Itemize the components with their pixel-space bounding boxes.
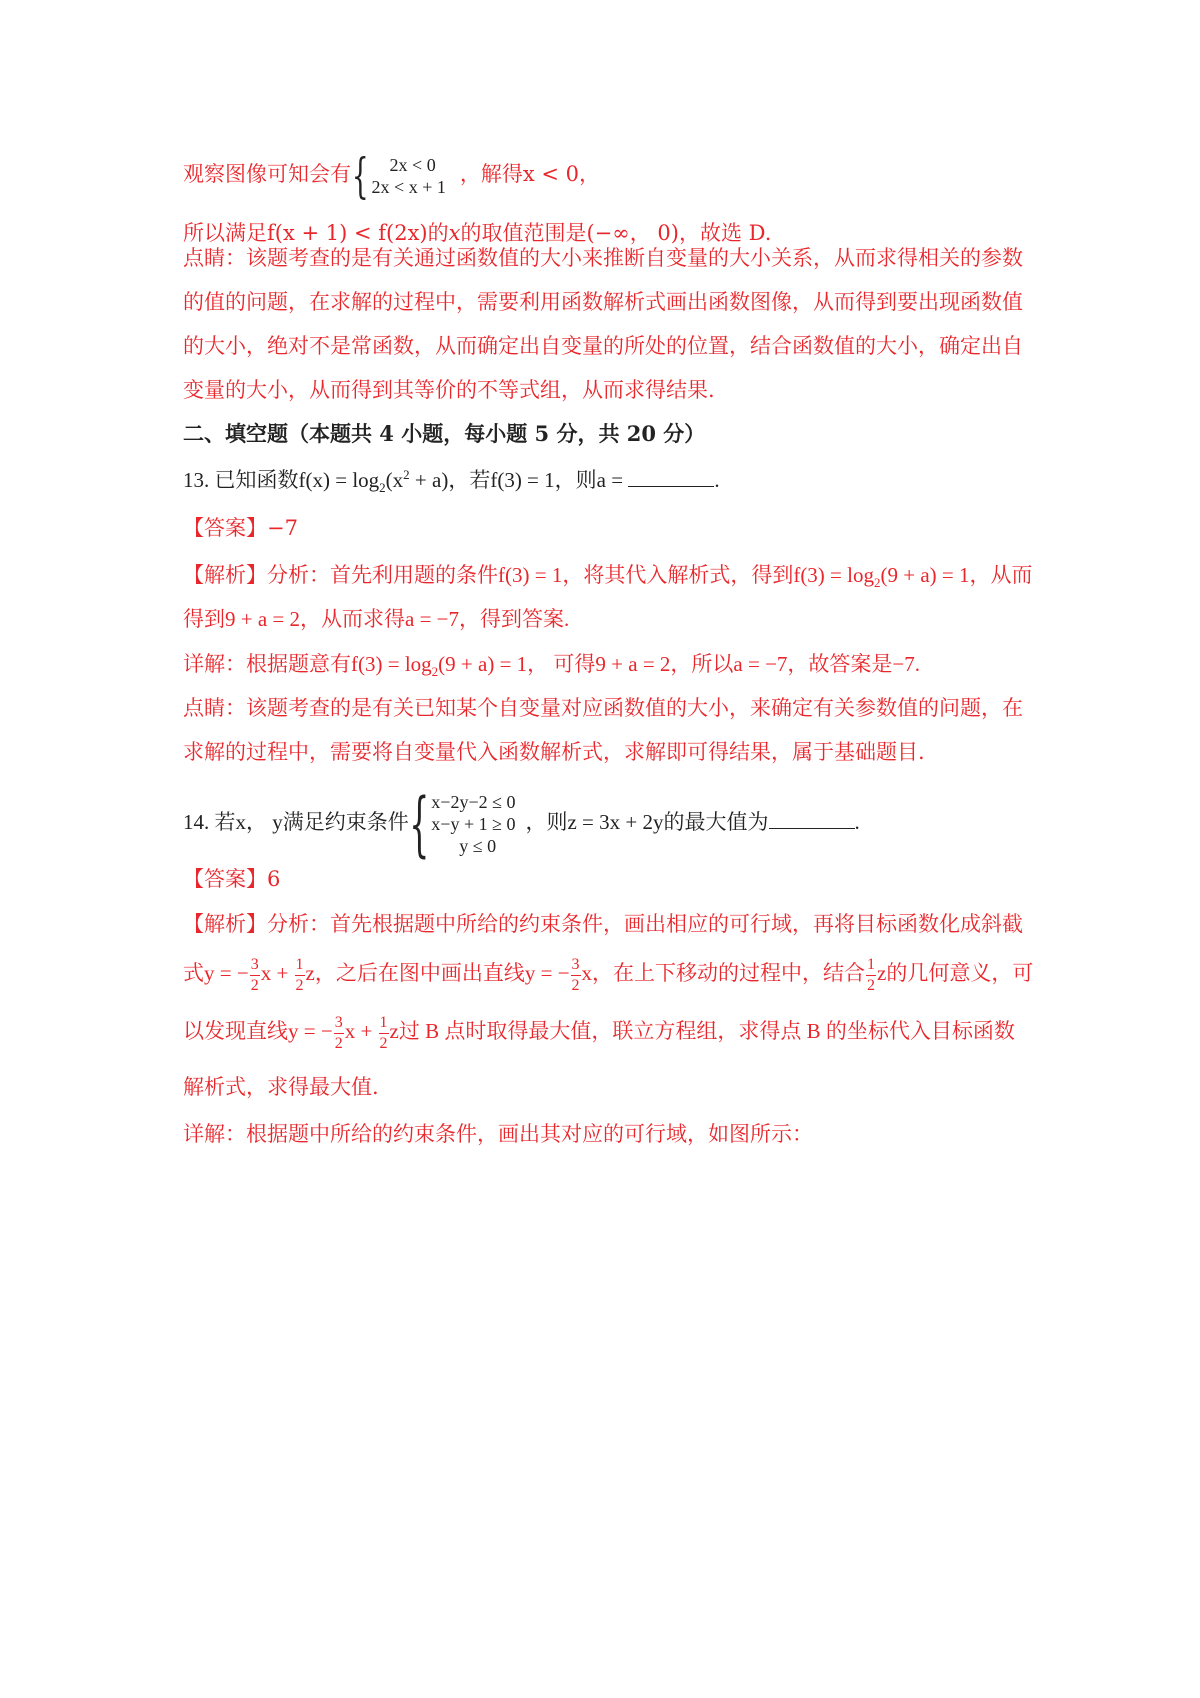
q13-analysis-line-1 — [183, 561, 1032, 589]
q14-period: . — [854, 810, 860, 834]
q13-period: . — [714, 468, 720, 492]
q13-analysis-line-2: 得到9 + a = 2，从而求得a = −7，得到答案. — [183, 607, 570, 631]
observation-tail: ，解得x < 0， — [459, 162, 601, 186]
q14-text-b: ，则z = 3x + 2y的最大值为 — [525, 810, 769, 834]
q14-an3-c: z过 B 点时取得最大值，联立方程组，求得点 B 的坐标代入目标函数 — [389, 1019, 1015, 1043]
q13-comment-line-2: 求解的过程中，需要将自变量代入函数解析式，求解即可得结果，属于基础题目. — [183, 740, 925, 764]
fraction-3-2-c: $\frac{3}{2}$ — [334, 1013, 343, 1052]
q13-detail-log-base: 2 — [431, 664, 439, 680]
q13-analysis-b: (9 + a) = 1，从而 — [880, 563, 1033, 587]
fraction-1-2: $\frac{1}{2}$ — [295, 955, 304, 994]
q13-text-a: 13. 已知函数f(x) = log — [183, 468, 380, 492]
comment-line-3: 的大小，绝对不是常函数，从而确定出自变量的所处的位置，结合函数值的大小，确定出自 — [183, 334, 1023, 358]
q14-an2-b: x + — [260, 961, 294, 985]
comment-line-4: 变量的大小，从而得到其等价的不等式组，从而求得结果. — [183, 378, 715, 402]
q13-text-b: (x — [385, 468, 404, 492]
constraint-brace: { — [409, 783, 430, 866]
q14-an2-c: z，之后在图中画出直线y = − — [305, 961, 570, 985]
constraint-3: y ≤ 0 — [459, 836, 497, 857]
answer-blank — [628, 468, 714, 487]
q14-an2-e: z的几何意义，可 — [877, 961, 1034, 985]
constraint-1: x−2y−2 ≤ 0 — [431, 792, 516, 813]
q14-detail-line: 详解：根据题中所给的约束条件，画出其对应的可行域，如图所示： — [183, 1122, 813, 1146]
fraction-3-2-b: $\frac{3}{2}$ — [571, 955, 580, 994]
range-text-b: 的取值范围是(−∞， 0)，故选 D. — [460, 221, 772, 245]
q14-text-a: 14. 若x， y满足约束条件 — [183, 810, 409, 834]
range-conclusion-line — [183, 219, 771, 247]
comment-line-2: 的值的问题，在求解的过程中，需要利用函数解析式画出函数图像，从而得到要出现函数值 — [183, 290, 1023, 314]
answer-blank-14 — [769, 810, 855, 829]
q14-analysis-line-4: 解析式，求得最大值. — [183, 1075, 379, 1099]
q14-an2-d: x，在上下移动的过程中，结合 — [581, 961, 866, 985]
q14-an2-a: 式y = − — [183, 961, 249, 985]
q14-answer: 【答案】6 — [183, 867, 281, 891]
q13-detail-line — [183, 650, 920, 678]
q13-analysis-log-base: 2 — [873, 575, 881, 591]
q13-text-c: + a)，若f(3) = 1，则a = — [409, 468, 629, 492]
fraction-3-2: $\frac{3}{2}$ — [250, 955, 259, 994]
constraint-2: x−y + 1 ≥ 0 — [431, 814, 516, 835]
constraint-system — [431, 791, 515, 857]
q13-comment-line-1: 点睛：该题考查的是有关已知某个自变量对应函数值的大小，来确定有关参数值的问题，在 — [183, 696, 1023, 720]
comment-line-1: 点睛：该题考查的是有关通过函数值的大小来推断自变量的大小关系，从而求得相关的参数 — [183, 246, 1023, 270]
system-row-2: 2x < x + 1 — [371, 176, 446, 197]
section-heading: 二、填空题（本题共 4 小题，每小题 5 分，共 20 分） — [183, 421, 706, 446]
q13-analysis-a: 【解析】分析：首先利用题的条件f(3) = 1，将其代入解析式，得到f(3) = log — [183, 563, 874, 587]
fraction-1-2-b: $\frac{1}{2}$ — [867, 955, 876, 994]
system-brace: { — [351, 147, 369, 204]
q13-detail-a: 详解：根据题意有f(3) = log — [183, 652, 432, 676]
observation-lead: 观察图像可知会有 — [183, 162, 351, 186]
q13-answer: 【答案】−7 — [183, 516, 298, 540]
q13-detail-b: (9 + a) = 1， 可得9 + a = 2，所以a = −7，故答案是−7. — [438, 652, 921, 676]
fraction-1-2-c: $\frac{1}{2}$ — [379, 1013, 388, 1052]
q14-analysis-line-1: 【解析】分析：首先根据题中所给的约束条件，画出相应的可行域，再将目标函数化成斜截 — [183, 912, 1023, 936]
inequality-system — [372, 154, 446, 198]
q14-an3-b: x + — [344, 1019, 378, 1043]
q14-an3-a: 以发现直线y = − — [183, 1019, 333, 1043]
q13-log-base: 2 — [379, 480, 386, 496]
q14-analysis-line-3 — [183, 1003, 1015, 1059]
range-text-a: 所以满足f(x + 1) < f(2x)的 — [183, 221, 449, 245]
system-row-1: 2x < 0 — [389, 154, 436, 175]
observation-line — [183, 147, 601, 204]
question-14 — [183, 783, 860, 866]
range-variable: x — [448, 221, 461, 245]
q13-exponent: 2 — [403, 467, 410, 482]
question-13 — [183, 466, 720, 494]
q14-analysis-line-2 — [183, 945, 1033, 1001]
